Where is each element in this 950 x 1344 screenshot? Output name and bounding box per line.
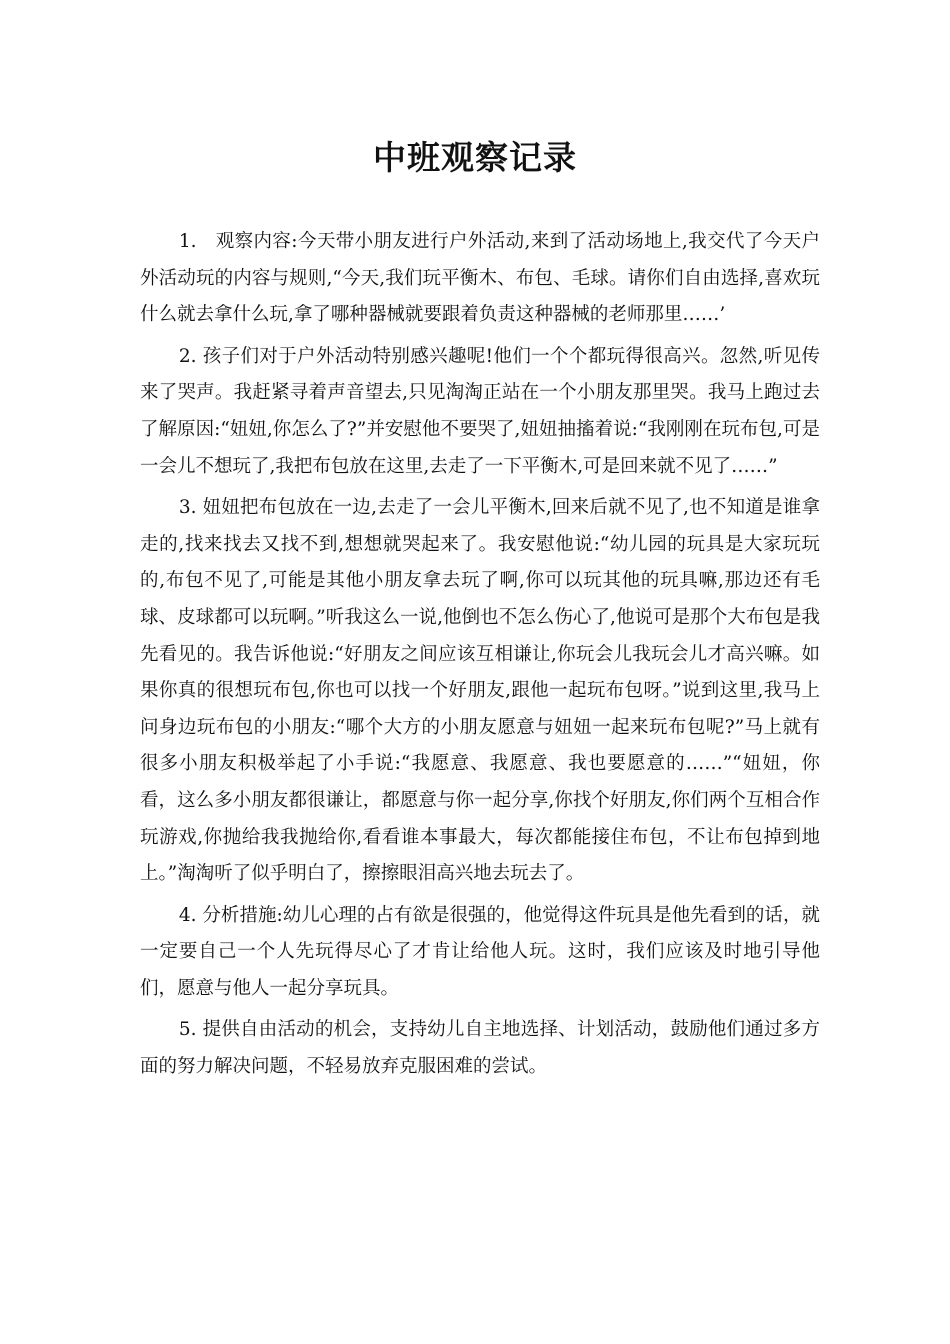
paragraph-crying-incident: 2. 孩子们对于户外活动特别感兴趣呢!他们一个个都玩得很高兴。忽然,听见传来了哭声。我赶紧寻着声音望去,只见淘淘正站在一个小朋友那里哭。我马上跑过去了解原因:“妞妞,你怎么了?”并安慰他不要哭了,妞妞抽搐着说:“我刚刚在玩布包,可是一会儿不想玩了,我把布包放在这里,去走了一下平衡木,可是回来就不见了……”	[140, 345, 820, 477]
paragraph-comforting-sharing: 3. 妞妞把布包放在一边,去走了一会儿平衡木,回来后就不见了,也不知道是谁拿走的,找来找去又找不到,想想就哭起来了。我安慰他说:“幼儿园的玩具是大家玩玩的,布包不见了,可能是其他小朋友拿去玩了啊,你可以玩其他的玩具嘛,那边还有毛球、皮球都可以玩啊。”听我这么一说,他倒也不怎么伤心了,他说可是那个大布包是我先看见的。我告诉他说:“好朋友之间应该互相谦让,你玩会儿我玩会儿才高兴嘛。如果你真的很想玩布包,你也可以找一个好朋友,跟他一起玩布包呀。”说到这里,我马上问身边玩布包的小朋友:“哪个大方的小朋友愿意与妞妞一起来玩布包呢?”马上就有很多小朋友积极举起了小手说:“我愿意、我愿意、我也要愿意的……”“妞妞，你看，这么多小朋友都很谦让，都愿意与你一起分享,你找个好朋友,你们两个互相合作玩游戏,你抛给我我抛给你,看看谁本事最大，每次都能接住布包，不让布包掉到地上。”淘淘听了似乎明白了，擦擦眼泪高兴地去玩去了。	[140, 497, 820, 885]
document-body	[140, 224, 820, 1091]
paragraph-observation-content: 1. 观察内容:今天带小朋友进行户外活动,来到了活动场地上,我交代了今天户外活动玩的内容与规则,“今天,我们玩平衡木、布包、毛球。请你们自由选择,喜欢玩什么就去拿什么玩,拿了哪种器械就要跟着负责这种器械的老师那里……’	[140, 231, 820, 326]
document-title: 中班观察记录	[373, 138, 577, 177]
paragraph-analysis-measures: 4. 分析措施:幼儿心理的占有欲是很强的，他觉得这件玩具是他先看到的话，就一定要自己一个人先玩得尽心了才肯让给他人玩。这时，我们应该及时地引导他们，愿意与他人一起分享玩具。	[140, 904, 820, 999]
paragraph-free-activity: 5. 提供自由活动的机会，支持幼儿自主地选择、计划活动，鼓励他们通过多方面的努力解决问题，不轻易放弃克服困难的尝试。	[140, 1019, 820, 1078]
